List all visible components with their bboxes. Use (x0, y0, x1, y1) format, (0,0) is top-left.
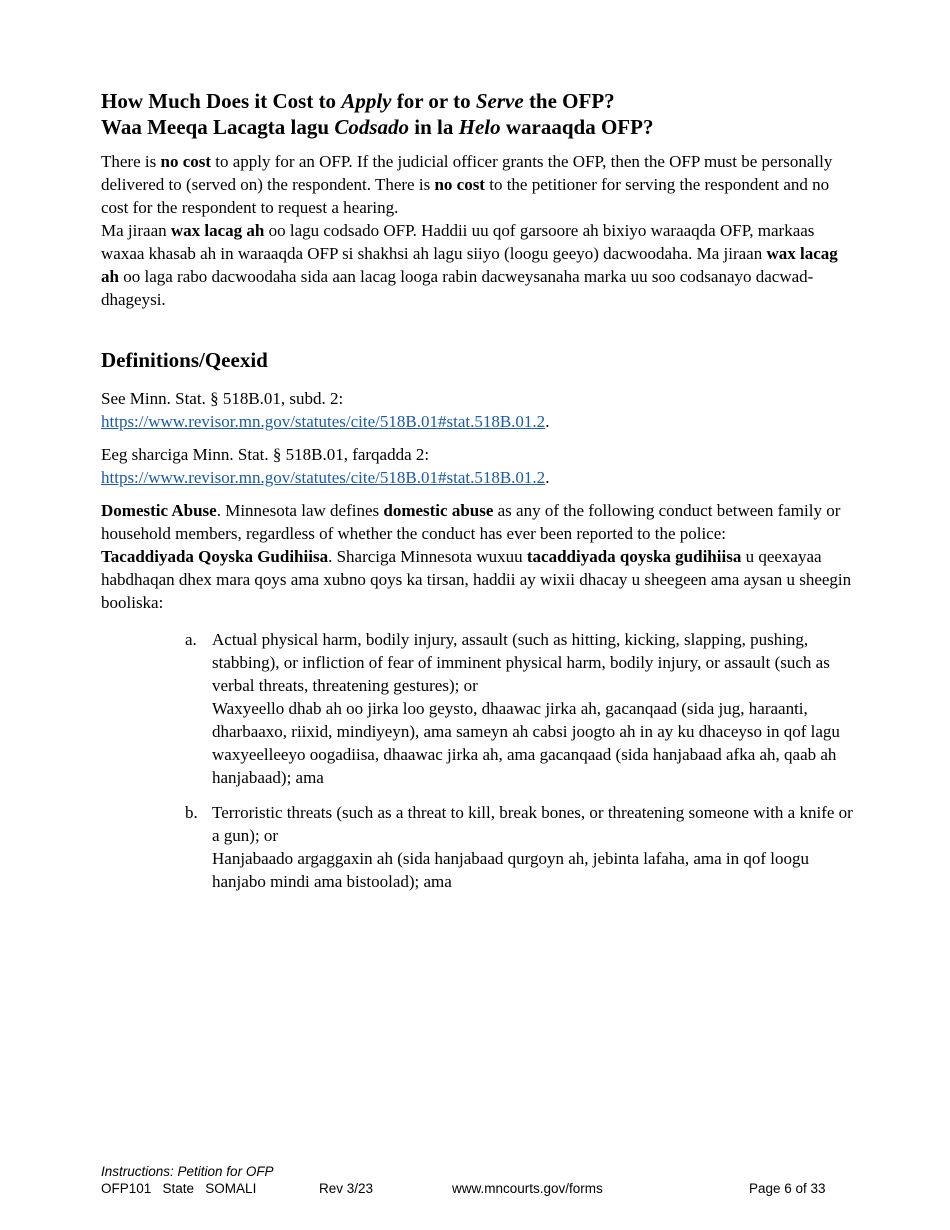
domestic-abuse-definition-somali: Tacaddiyada Qoyska Gudihiisa. Sharciga Minnesota wuxuu tacaddiyada qoyska gudihiisa u qeexayaa habdhaqan dhex mara qoys ama xubno qoys ka tirsan, haddii ay wixii dhacay u sheegeen ama aysan u sheegin booliska: (101, 547, 852, 612)
footer-page-number: Page 6 of 33 (749, 1181, 826, 1196)
footer-form-id: OFP101 State SOMALI (101, 1181, 257, 1196)
cost-paragraph-somali: Ma jiraan wax lacag ah oo lagu codsado OFP. Haddii uu qof garsoore ah bixiyo waraaqda OFP, markaas waxaa khasab ah in waraaqda OFP si shakhsi ah lagu siiyo (loogu geeyo) dacwoodaha. Ma jiraan wax lacag ah oo laga rabo dacwoodaha sida aan lacag looga rabin dacweysanaha marka uu soo codsanayo dacwad-dhageysi. (101, 221, 838, 309)
domestic-abuse-definition-english: Domestic Abuse. Minnesota law defines domestic abuse as any of the following conduct between family or household members, regardless of whether the conduct has ever been reported to the police: (101, 501, 841, 543)
item-text-english: Actual physical harm, bodily injury, assault (such as hitting, kicking, slapping, pushing, stabbing), or infliction of fear of imminent physical harm, bodily injury, or assault (such as verbal threats, threatening gestures); or (212, 630, 830, 695)
footer-title: Instructions: Petition for OFP (101, 1164, 274, 1179)
definition-list (101, 628, 856, 893)
list-item (185, 628, 856, 789)
document-page (101, 88, 856, 905)
item-text-somali: Waxyeello dhab ah oo jirka loo geysto, dhaawac jirka ah, gacanqaad (sida jug, haraanti, dharbaaxo, riixid, mindiyeyn), ama sameyn ah cabsi joogto ah in ay ku dhaceyso in qof lagu waxyeelleeyo oogadiisa, dhaawac jirka ah, ama gacanqaad (sida hanjabaad afka ah, qaab ah hanjabaad); ama (212, 699, 840, 787)
page-footer (101, 1163, 831, 1197)
citation-somali: Eeg sharciga Minn. Stat. § 518B.01, farqadda 2: https://www.revisor.mn.gov/statutes/cite/518B.01#stat.518B.01.2. (101, 445, 550, 487)
list-marker: a. (185, 630, 197, 649)
item-text-somali: Hanjabaado argaggaxin ah (sida hanjabaad qurgoyn ah, jebinta lafaha, ama in qof loogu hanjabo mindi ama bistoolad); ama (212, 849, 809, 891)
citation-english: See Minn. Stat. § 518B.01, subd. 2: https://www.revisor.mn.gov/statutes/cite/518B.01#stat.518B.01.2. (101, 389, 550, 431)
list-marker: b. (185, 803, 198, 822)
cost-heading-somali: Waa Meeqa Lacagta lagu Codsado in la Helo waraaqda OFP? (101, 115, 654, 139)
item-text-english: Terroristic threats (such as a threat to kill, break bones, or threatening someone with a knife or a gun); or (212, 803, 853, 845)
definitions-heading: Definitions/Qeexid (101, 348, 268, 372)
statute-link-somali[interactable]: https://www.revisor.mn.gov/statutes/cite/518B.01#stat.518B.01.2 (101, 468, 546, 487)
cost-paragraph-english: There is no cost to apply for an OFP. If the judicial officer grants the OFP, then the OFP must be personally delivered to (served on) the respondent. There is no cost to the petitioner for serving the respondent and no cost for the respondent to request a hearing. (101, 152, 833, 217)
list-item (185, 801, 856, 893)
footer-revision: Rev 3/23 (319, 1181, 374, 1196)
cost-heading-english: How Much Does it Cost to Apply for or to Serve the OFP? (101, 89, 615, 113)
statute-link[interactable]: https://www.revisor.mn.gov/statutes/cite/518B.01#stat.518B.01.2 (101, 412, 546, 431)
footer-website: www.mncourts.gov/forms (452, 1181, 603, 1196)
